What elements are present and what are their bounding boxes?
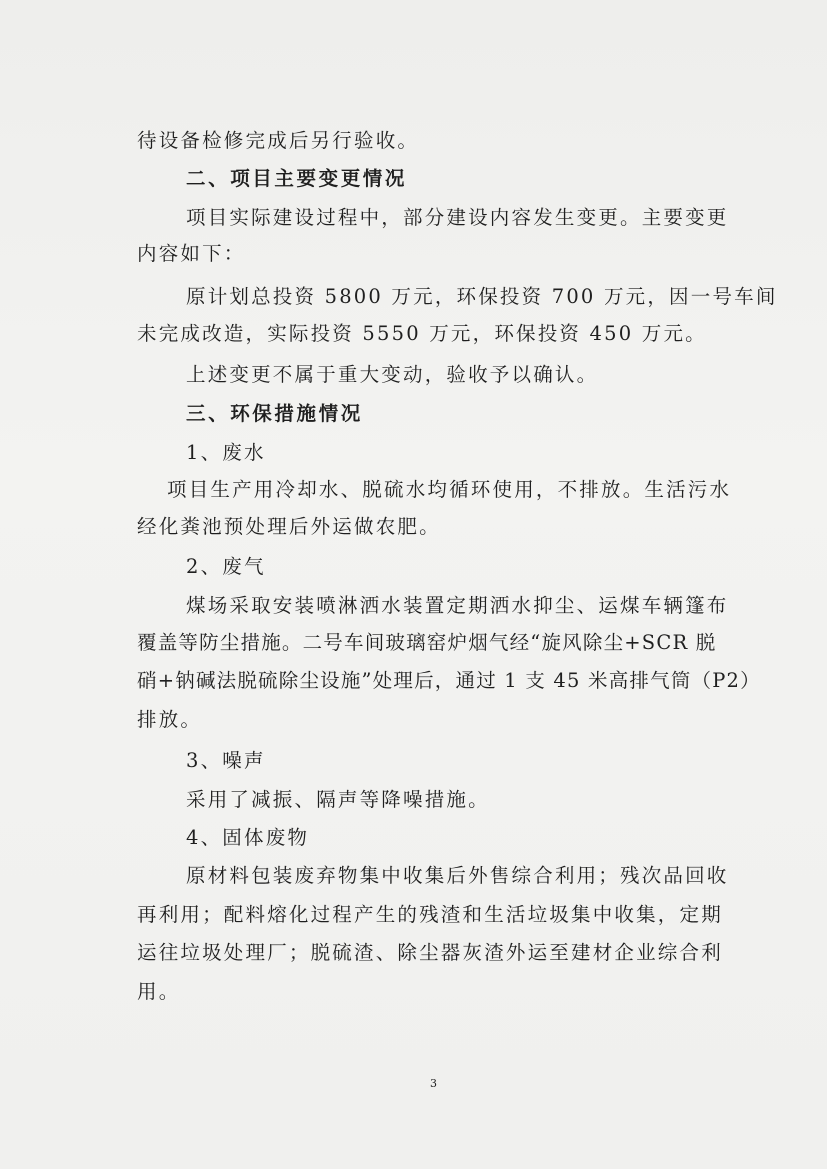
subsection-heading-exhaust-gas: 2、废气 [186, 555, 266, 578]
paragraph-line: 覆盖等防尘措施。二号车间玻璃窑炉烟气经“旋风除尘+SCR 脱 [137, 631, 717, 654]
subsection-heading-noise: 3、噪声 [186, 749, 266, 772]
paragraph-line: 煤场采取安装喷淋洒水装置定期洒水抑尘、运煤车辆篷布 [186, 594, 729, 617]
paragraph-line: 待设备检修完成后另行验收。 [137, 129, 420, 152]
paragraph-line: 项目生产用冷却水、脱硫水均循环使用，不排放。生活污水 [167, 478, 732, 501]
paragraph-line: 未完成改造，实际投资 5550 万元，环保投资 450 万元。 [137, 322, 707, 345]
subsection-heading-solid-waste: 4、固体废物 [186, 826, 310, 849]
paragraph-line: 再利用；配料熔化过程产生的残渣和生活垃圾集中收集，定期 [137, 903, 723, 926]
paragraph-line: 用。 [137, 980, 181, 1003]
section-heading-project-changes: 二、项目主要变更情况 [186, 167, 408, 190]
paragraph-line: 原计划总投资 5800 万元，环保投资 700 万元，因一号车间 [186, 285, 778, 308]
paragraph-line: 运往垃圾处理厂；脱硫渣、除尘器灰渣外运至建材企业综合利 [137, 941, 723, 964]
page-number: 3 [430, 1077, 437, 1090]
section-heading-env-measures: 三、环保措施情况 [186, 402, 363, 425]
paragraph-line: 硝+钠碱法脱硫除尘设施”处理后，通过 1 支 45 米高排气筒（P2） [137, 669, 761, 692]
paragraph-line: 采用了减振、隔声等降噪措施。 [186, 788, 490, 811]
paragraph-line: 内容如下： [137, 242, 246, 265]
paragraph-line: 排放。 [137, 708, 203, 731]
paragraph-line: 原材料包装废弃物集中收集后外售综合利用；残次品回收 [186, 864, 729, 887]
paragraph-line: 经化粪池预处理后外运做农肥。 [137, 515, 441, 538]
paragraph-line: 项目实际建设过程中，部分建设内容发生变更。主要变更 [186, 206, 729, 229]
paragraph-line: 上述变更不属于重大变动，验收予以确认。 [186, 363, 599, 386]
subsection-heading-wastewater: 1、废水 [186, 441, 266, 464]
